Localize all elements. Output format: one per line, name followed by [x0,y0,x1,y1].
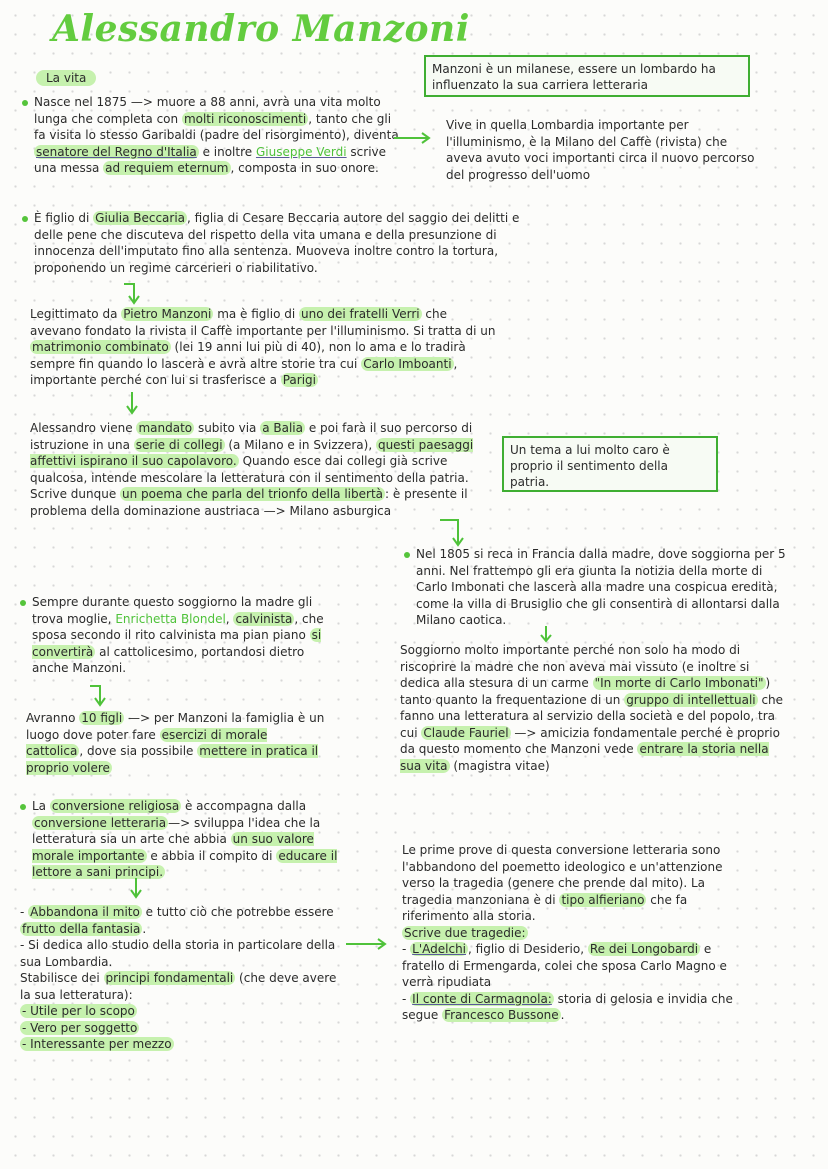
list-item: - Utile per lo scopo [22,1004,135,1018]
list-item: - Interessante per mezzo [22,1037,172,1051]
paragraph-moglie: Sempre durante questo soggiorno la madre gli trova moglie, Enrichetta Blondel, calvinista , che sposa secondo il rito calvinista ma pian piano si convertirà al cattolicesimo, portandosi dietro anche Manzoni. [32,595,324,675]
highlight: ad requiem eternum [105,161,229,175]
highlight: Claude Fauriel [423,725,509,740]
highlight: Francesco Bussone [444,1008,559,1022]
highlight: Scrive due tragedie: [404,925,526,940]
note-box-patria [502,436,718,492]
arrow-down-icon [126,878,146,900]
highlight: mandato [138,421,193,435]
highlight: calvinista [235,611,293,626]
paragraph-nascita: Nasce nel 1875 —> muore a 88 anni, avrà una vita molto lunga che completa con molti riconoscimenti , tanto che gli fa visita lo stesso Garibaldi (padre del risorgimento), diventa senatore del Regno d'Italia e inoltre Giuseppe Verdi scrive una messa ad requiem eternum , composta in suo onore. [34,95,399,175]
arrow-right-icon [394,130,436,146]
bullet-dot [20,804,26,810]
paragraph-soggiorno: Soggiorno molto importante perché non solo ha modo di riscoprire la madre che non aveva mai vissuto (e inoltre si dedica alla stesura di un carme "In morte di Carlo Imbonati" ) tanto quanto la frequentazione di un gruppo di intellettuali che fanno una letteratura al servizio della società e del popolo, tra cui Claude Fauriel —> amicizia fondamentale perché è proprio da questo momento che Manzoni vede entrare la storia nella sua vita (magistra vitae) [400,643,784,773]
note-box-milanese [424,55,750,97]
bullet-dot [22,100,28,106]
bullet-dot [22,216,28,222]
paragraph-figli: Avranno 10 figli —> per Manzoni la famiglia è un luogo dove poter fare esercizi di morale cattolica , dove sia possibile mettere in pratica il proprio volere [26,711,325,775]
highlight: uno dei fratelli Verri [301,307,420,321]
highlight: serie di collegi [135,437,223,452]
arrow-down-icon [90,684,112,708]
highlight: conversione letteraria [34,815,167,830]
highlight: Enrichetta Blondel [115,611,226,626]
paragraph-istruzione: Alessandro viene mandato subito via a Balia e poi farà il suo percorso di istruzione in una serie di collegi (a Milano e in Svizzera), questi paesaggi affettivi ispirano il suo capolavoro. Quando esce dai collegi già scrive qualcosa, intende mescolare la letteratura con il sentimento della patria. Scrive dunque un poema che parla del trionfo della libertà : è presente il problema della dominazione austriaca —> Milano asburgica [30,421,474,518]
highlight: 10 figli [81,711,123,725]
highlight: Re dei Longobardi [589,942,699,956]
highlight: senatore del Regno d'Italia [36,144,197,159]
highlight: Il conte di Carmagnola: [412,991,552,1006]
highlight: Carlo Imboanti [363,356,452,371]
paragraph-conversione: La conversione religiosa è accompagna dalla conversione letteraria —> sviluppa l'idea che la letteratura sia un arte che abbia un suo valore morale importante e abbia il compito di educare il lettore a sani principi. [32,799,338,879]
paragraph-madre: È figlio di Giulia Beccaria , figlia di Cesare Beccaria autore del saggio dei delitti e delle pene che discuteva del rispetto della vita umana e della presunzione di innocenza dell'imputato fino alla sentenza. Muoveva inoltre contro la tortura, proponendo un regime carcerieri o riabilitativo. [34,211,520,275]
highlight: a Balia [262,421,303,435]
arrow-down-icon [124,282,146,306]
highlight: Giuseppe Verdi [255,144,347,159]
highlight: un suo valore morale importante [32,832,314,863]
highlight: conversione religiosa [51,799,180,813]
highlight: si convertirà [32,628,322,659]
highlight: Pietro Manzoni [123,307,212,321]
paragraph-tragedie: Le prime prove di questa conversione letteraria sono l'abbandono del poemetto ideologico e un'attenzione verso la tragedia (genere che prende dal mito). La tragedia manzoniana è di tipo alfieriano che fa riferimento alla storia. Scrive due tragedie: - L'Adelchi , figlio di Desiderio, Re dei Longobardi e fratello di Ermengarda, colei che sposa Carlo Magno e verrà ripudiata - Il conte di Carmagnola: storia di gelosia e invidia che segue Francesco Bussone . [402,843,733,1022]
highlight: principi fondamentali [105,971,234,985]
highlight: esercizi di morale cattolica [26,727,268,758]
arrow-down-icon [122,392,142,416]
highlight: "In morte di Carlo Imbonati" [594,676,764,690]
note-box-milanese-text: Manzoni è un milanese, essere un lombardo ha influenzato la sua carriera letteraria [432,62,716,92]
highlight: frutto della fantasia [22,921,141,936]
highlight: L'Adelchi [412,942,467,956]
section-label: La vita [36,70,96,86]
bullet-dot [20,600,26,606]
paragraph-francia: Nel 1805 si reca in Francia dalla madre, dove soggiorna per 5 anni. Nel frattempo gli era giunta la notizia della morte di Carlo Imbonati che lascerà alla madre una cospicua eredità, come la villa di Brusiglio che gli consentirà di allontarsi dalla Milano caotica. [416,547,786,627]
highlight: Parigi [282,373,317,387]
page-title: Alessandro Manzoni [52,8,470,50]
arrow-down-icon [440,518,466,548]
arrow-right-icon [346,936,392,952]
highlight: educare il lettore a sani principi. [32,848,338,879]
note-box-patria-text: Un tema a lui molto caro è proprio il sentimento della patria. [510,443,670,489]
paragraph-principi: - Abbandona il mito e tutto ciò che potrebbe essere frutto della fantasia . - Si dedica allo studio della storia in particolare della sua Lombardia. Stabilisce dei principi fondamentali (che deve avere la sua letteratura): - Utile per lo scopo - Vero per soggetto - Interessante per mezzo [20,905,337,1051]
highlight: gruppo di intellettuali [626,692,756,707]
highlight: Giulia Beccaria [95,211,186,225]
highlight: un poema che parla del trionfo della libertà [122,487,384,501]
bullet-dot [404,552,410,558]
highlight: tipo alfieriano [561,892,645,907]
highlight: matrimonio combinato [32,340,169,354]
highlight: molti riconoscimenti [183,111,307,126]
highlight: Abbandona il mito [30,905,140,919]
paragraph-lombardia: Vive in quella Lombardia importante per l'illuminismo, è la Milano del Caffè (rivista) che aveva avuto voci importanti circa il nuovo percorso del progresso dell'uomo [446,118,755,182]
paragraph-padre: Legittimato da Pietro Manzoni ma è figlio di uno dei fratelli Verri che avevano fondato la rivista il Caffè importante per l'illuminismo. Si tratta di un matrimonio combinato (lei 19 anni lui più di 40), non lo ama e lo tradirà sempre fin quando lo lascerà e avrà altre storie tra cui Carlo Imboanti , importante perché con lui si trasferisce a Parigi [30,307,496,387]
highlight: mettere in pratica il proprio volere [26,744,319,775]
highlight: questi paesaggi affettivi ispirano il suo capolavoro. [30,437,474,468]
list-item: - Vero per soggetto [22,1020,138,1035]
highlight: entrare la storia nella sua vita [400,742,769,773]
